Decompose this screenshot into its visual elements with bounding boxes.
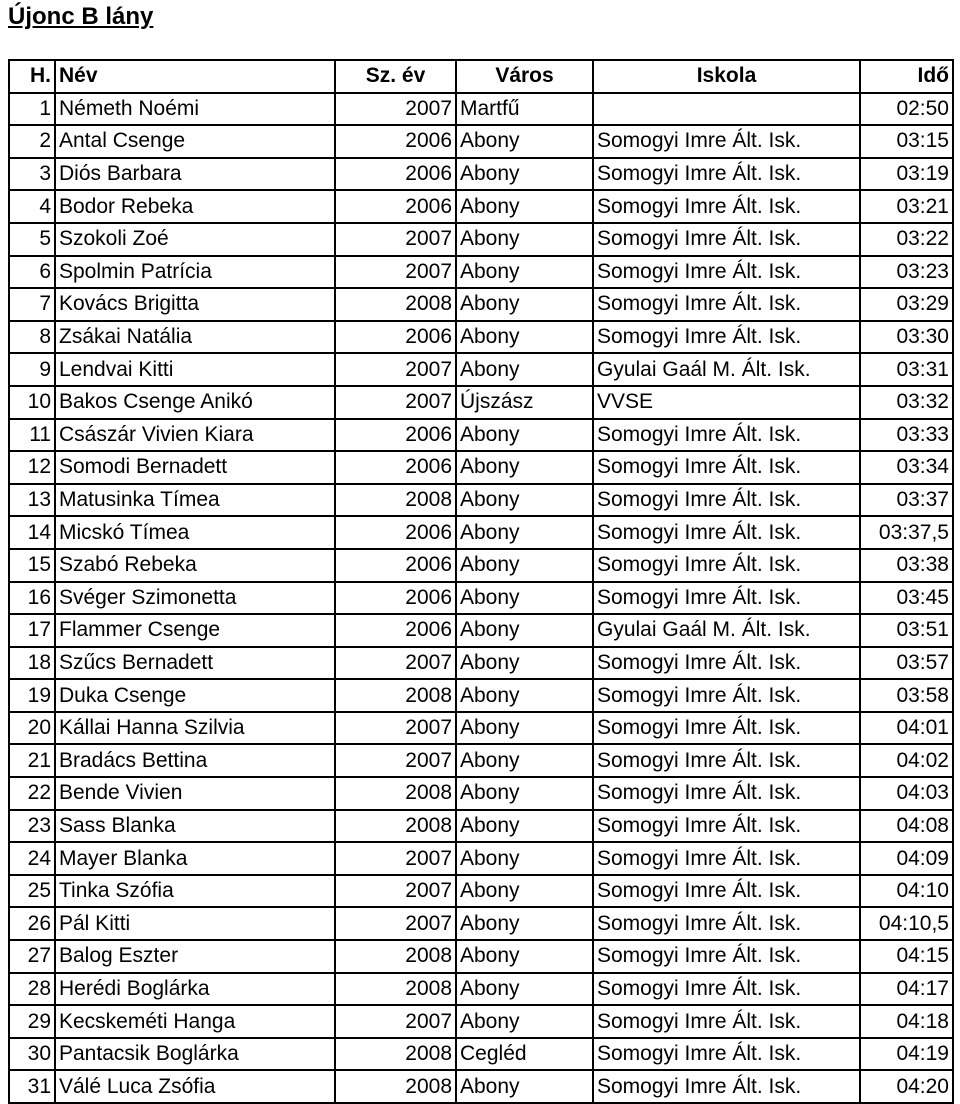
cell-rank: 1 (9, 93, 55, 126)
cell-time: 04:20 (860, 1070, 953, 1103)
cell-city: Újszász (456, 386, 593, 419)
cell-time: 03:57 (860, 647, 953, 680)
cell-city: Abony (456, 647, 593, 680)
page-title: Újonc B lány (8, 3, 154, 30)
table-row (9, 582, 953, 615)
cell-rank: 17 (9, 614, 55, 647)
results-table-header (9, 60, 953, 93)
cell-school: Somogyi Imre Ált. Isk. (593, 288, 860, 321)
cell-birth-year: 2006 (335, 321, 456, 354)
table-row (9, 223, 953, 256)
cell-birth-year: 2008 (335, 1038, 456, 1071)
table-row (9, 777, 953, 810)
cell-city: Abony (456, 419, 593, 452)
cell-school: Somogyi Imre Ált. Isk. (593, 582, 860, 615)
cell-birth-year: 2008 (335, 973, 456, 1006)
table-row (9, 1005, 953, 1038)
cell-birth-year: 2006 (335, 158, 456, 191)
table-row (9, 386, 953, 419)
table-row (9, 451, 953, 484)
cell-birth-year: 2006 (335, 125, 456, 158)
table-row (9, 93, 953, 126)
cell-time: 04:10 (860, 875, 953, 908)
cell-city: Abony (456, 1070, 593, 1103)
cell-time: 03:21 (860, 190, 953, 223)
cell-birth-year: 2008 (335, 940, 456, 973)
table-row (9, 353, 953, 386)
cell-rank: 18 (9, 647, 55, 680)
cell-school: Somogyi Imre Ált. Isk. (593, 712, 860, 745)
cell-time: 03:38 (860, 549, 953, 582)
cell-birth-year: 2007 (335, 353, 456, 386)
cell-city: Abony (456, 321, 593, 354)
cell-school: Somogyi Imre Ált. Isk. (593, 777, 860, 810)
cell-time: 04:10,5 (860, 907, 953, 940)
table-row (9, 907, 953, 940)
cell-birth-year: 2006 (335, 582, 456, 615)
cell-school: Somogyi Imre Ált. Isk. (593, 907, 860, 940)
cell-name: Válé Luca Zsófia (55, 1070, 335, 1103)
cell-rank: 29 (9, 1005, 55, 1038)
cell-time: 03:33 (860, 419, 953, 452)
cell-rank: 9 (9, 353, 55, 386)
cell-rank: 8 (9, 321, 55, 354)
cell-school: Somogyi Imre Ált. Isk. (593, 1038, 860, 1071)
cell-rank: 14 (9, 516, 55, 549)
cell-time: 03:31 (860, 353, 953, 386)
cell-school: Somogyi Imre Ált. Isk. (593, 256, 860, 289)
header-school: Iskola (593, 60, 860, 93)
table-row (9, 419, 953, 452)
table-row (9, 679, 953, 712)
cell-time: 03:45 (860, 582, 953, 615)
cell-rank: 5 (9, 223, 55, 256)
cell-city: Abony (456, 256, 593, 289)
cell-birth-year: 2007 (335, 1005, 456, 1038)
table-row (9, 190, 953, 223)
cell-rank: 2 (9, 125, 55, 158)
table-row (9, 321, 953, 354)
cell-city: Abony (456, 353, 593, 386)
table-row (9, 125, 953, 158)
cell-city: Abony (456, 158, 593, 191)
cell-time: 03:19 (860, 158, 953, 191)
table-row (9, 875, 953, 908)
cell-name: Duka Csenge (55, 679, 335, 712)
cell-time: 03:37,5 (860, 516, 953, 549)
cell-time: 04:15 (860, 940, 953, 973)
cell-birth-year: 2007 (335, 842, 456, 875)
table-row (9, 810, 953, 843)
cell-city: Martfű (456, 93, 593, 126)
cell-school: Somogyi Imre Ált. Isk. (593, 1070, 860, 1103)
cell-name: Matusinka Tímea (55, 484, 335, 517)
cell-time: 04:03 (860, 777, 953, 810)
cell-name: Balog Eszter (55, 940, 335, 973)
cell-birth-year: 2006 (335, 614, 456, 647)
cell-city: Abony (456, 842, 593, 875)
cell-name: Diós Barbara (55, 158, 335, 191)
cell-school: Somogyi Imre Ált. Isk. (593, 223, 860, 256)
cell-birth-year: 2007 (335, 256, 456, 289)
cell-city: Abony (456, 582, 593, 615)
cell-school: Gyulai Gaál M. Ált. Isk. (593, 353, 860, 386)
cell-school (593, 93, 860, 126)
table-row (9, 1070, 953, 1103)
cell-birth-year: 2007 (335, 744, 456, 777)
cell-time: 04:08 (860, 810, 953, 843)
cell-city: Abony (456, 549, 593, 582)
table-row (9, 647, 953, 680)
cell-rank: 30 (9, 1038, 55, 1071)
cell-school: Somogyi Imre Ált. Isk. (593, 419, 860, 452)
cell-time: 04:18 (860, 1005, 953, 1038)
cell-time: 04:09 (860, 842, 953, 875)
cell-city: Cegléd (456, 1038, 593, 1071)
cell-rank: 21 (9, 744, 55, 777)
cell-rank: 11 (9, 419, 55, 452)
cell-birth-year: 2008 (335, 484, 456, 517)
table-row (9, 549, 953, 582)
cell-city: Abony (456, 712, 593, 745)
table-row (9, 288, 953, 321)
table-row (9, 158, 953, 191)
cell-city: Abony (456, 1005, 593, 1038)
cell-rank: 15 (9, 549, 55, 582)
cell-school: Somogyi Imre Ált. Isk. (593, 451, 860, 484)
cell-school: Somogyi Imre Ált. Isk. (593, 484, 860, 517)
cell-name: Kovács Brigitta (55, 288, 335, 321)
table-row (9, 842, 953, 875)
cell-school: Somogyi Imre Ált. Isk. (593, 1005, 860, 1038)
cell-school: Somogyi Imre Ált. Isk. (593, 875, 860, 908)
cell-time: 04:17 (860, 973, 953, 1006)
cell-city: Abony (456, 125, 593, 158)
cell-name: Antal Csenge (55, 125, 335, 158)
cell-time: 03:34 (860, 451, 953, 484)
cell-rank: 20 (9, 712, 55, 745)
cell-name: Császár Vivien Kiara (55, 419, 335, 452)
cell-name: Flammer Csenge (55, 614, 335, 647)
table-row (9, 1038, 953, 1071)
cell-name: Mayer Blanka (55, 842, 335, 875)
header-birth-year: Sz. év (335, 60, 456, 93)
cell-birth-year: 2006 (335, 190, 456, 223)
cell-school: Somogyi Imre Ált. Isk. (593, 549, 860, 582)
table-row (9, 973, 953, 1006)
cell-rank: 22 (9, 777, 55, 810)
cell-name: Svéger Szimonetta (55, 582, 335, 615)
cell-rank: 4 (9, 190, 55, 223)
cell-rank: 27 (9, 940, 55, 973)
cell-school: Somogyi Imre Ált. Isk. (593, 679, 860, 712)
cell-school: Somogyi Imre Ált. Isk. (593, 744, 860, 777)
cell-name: Tinka Szófia (55, 875, 335, 908)
results-table (8, 59, 954, 1104)
cell-name: Németh Noémi (55, 93, 335, 126)
cell-city: Abony (456, 451, 593, 484)
cell-birth-year: 2007 (335, 223, 456, 256)
cell-birth-year: 2007 (335, 907, 456, 940)
header-time: Idő (860, 60, 953, 93)
cell-city: Abony (456, 679, 593, 712)
cell-rank: 23 (9, 810, 55, 843)
cell-birth-year: 2007 (335, 93, 456, 126)
cell-city: Abony (456, 973, 593, 1006)
cell-city: Abony (456, 744, 593, 777)
cell-school: Somogyi Imre Ált. Isk. (593, 321, 860, 354)
cell-name: Szokoli Zoé (55, 223, 335, 256)
cell-school: Somogyi Imre Ált. Isk. (593, 647, 860, 680)
cell-school: Somogyi Imre Ált. Isk. (593, 842, 860, 875)
cell-name: Szűcs Bernadett (55, 647, 335, 680)
cell-school: Somogyi Imre Ált. Isk. (593, 940, 860, 973)
cell-name: Somodi Bernadett (55, 451, 335, 484)
table-row (9, 256, 953, 289)
cell-time: 02:50 (860, 93, 953, 126)
cell-time: 03:30 (860, 321, 953, 354)
cell-birth-year: 2007 (335, 712, 456, 745)
cell-school: Somogyi Imre Ált. Isk. (593, 810, 860, 843)
table-row (9, 712, 953, 745)
cell-school: Somogyi Imre Ált. Isk. (593, 125, 860, 158)
cell-name: Pantacsik Boglárka (55, 1038, 335, 1071)
cell-time: 04:19 (860, 1038, 953, 1071)
cell-name: Bodor Rebeka (55, 190, 335, 223)
cell-name: Kállai Hanna Szilvia (55, 712, 335, 745)
cell-birth-year: 2008 (335, 679, 456, 712)
cell-city: Abony (456, 777, 593, 810)
cell-name: Bende Vivien (55, 777, 335, 810)
cell-rank: 7 (9, 288, 55, 321)
results-table-body (9, 93, 953, 1103)
cell-rank: 26 (9, 907, 55, 940)
table-row (9, 516, 953, 549)
cell-city: Abony (456, 907, 593, 940)
cell-time: 03:23 (860, 256, 953, 289)
cell-birth-year: 2006 (335, 549, 456, 582)
cell-name: Zsákai Natália (55, 321, 335, 354)
cell-rank: 24 (9, 842, 55, 875)
cell-birth-year: 2008 (335, 810, 456, 843)
header-row (9, 60, 953, 93)
cell-birth-year: 2008 (335, 1070, 456, 1103)
cell-rank: 25 (9, 875, 55, 908)
cell-time: 04:01 (860, 712, 953, 745)
cell-rank: 19 (9, 679, 55, 712)
cell-rank: 28 (9, 973, 55, 1006)
header-city: Város (456, 60, 593, 93)
cell-city: Abony (456, 810, 593, 843)
cell-city: Abony (456, 875, 593, 908)
cell-time: 03:58 (860, 679, 953, 712)
cell-name: Micskó Tímea (55, 516, 335, 549)
cell-city: Abony (456, 614, 593, 647)
cell-rank: 12 (9, 451, 55, 484)
cell-time: 04:02 (860, 744, 953, 777)
cell-school: VVSE (593, 386, 860, 419)
cell-city: Abony (456, 223, 593, 256)
cell-school: Gyulai Gaál M. Ált. Isk. (593, 614, 860, 647)
cell-time: 03:22 (860, 223, 953, 256)
table-row (9, 744, 953, 777)
cell-school: Somogyi Imre Ált. Isk. (593, 190, 860, 223)
cell-name: Pál Kitti (55, 907, 335, 940)
cell-city: Abony (456, 288, 593, 321)
table-row (9, 940, 953, 973)
cell-rank: 13 (9, 484, 55, 517)
table-row (9, 484, 953, 517)
cell-name: Kecskeméti Hanga (55, 1005, 335, 1038)
cell-rank: 10 (9, 386, 55, 419)
cell-time: 03:32 (860, 386, 953, 419)
cell-birth-year: 2006 (335, 451, 456, 484)
cell-city: Abony (456, 516, 593, 549)
cell-rank: 6 (9, 256, 55, 289)
cell-school: Somogyi Imre Ált. Isk. (593, 973, 860, 1006)
cell-birth-year: 2007 (335, 875, 456, 908)
cell-city: Abony (456, 190, 593, 223)
header-rank: H. (9, 60, 55, 93)
cell-time: 03:29 (860, 288, 953, 321)
cell-birth-year: 2008 (335, 777, 456, 810)
cell-school: Somogyi Imre Ált. Isk. (593, 516, 860, 549)
cell-name: Szabó Rebeka (55, 549, 335, 582)
cell-city: Abony (456, 940, 593, 973)
cell-school: Somogyi Imre Ált. Isk. (593, 158, 860, 191)
cell-birth-year: 2007 (335, 386, 456, 419)
cell-rank: 31 (9, 1070, 55, 1103)
cell-rank: 16 (9, 582, 55, 615)
cell-name: Sass Blanka (55, 810, 335, 843)
cell-time: 03:15 (860, 125, 953, 158)
table-row (9, 614, 953, 647)
cell-birth-year: 2006 (335, 419, 456, 452)
cell-birth-year: 2007 (335, 647, 456, 680)
cell-name: Spolmin Patrícia (55, 256, 335, 289)
cell-name: Herédi Boglárka (55, 973, 335, 1006)
cell-name: Bradács Bettina (55, 744, 335, 777)
header-name: Név (55, 60, 335, 93)
cell-time: 03:51 (860, 614, 953, 647)
cell-time: 03:37 (860, 484, 953, 517)
cell-rank: 3 (9, 158, 55, 191)
cell-birth-year: 2008 (335, 288, 456, 321)
cell-city: Abony (456, 484, 593, 517)
cell-birth-year: 2006 (335, 516, 456, 549)
cell-name: Lendvai Kitti (55, 353, 335, 386)
cell-name: Bakos Csenge Anikó (55, 386, 335, 419)
